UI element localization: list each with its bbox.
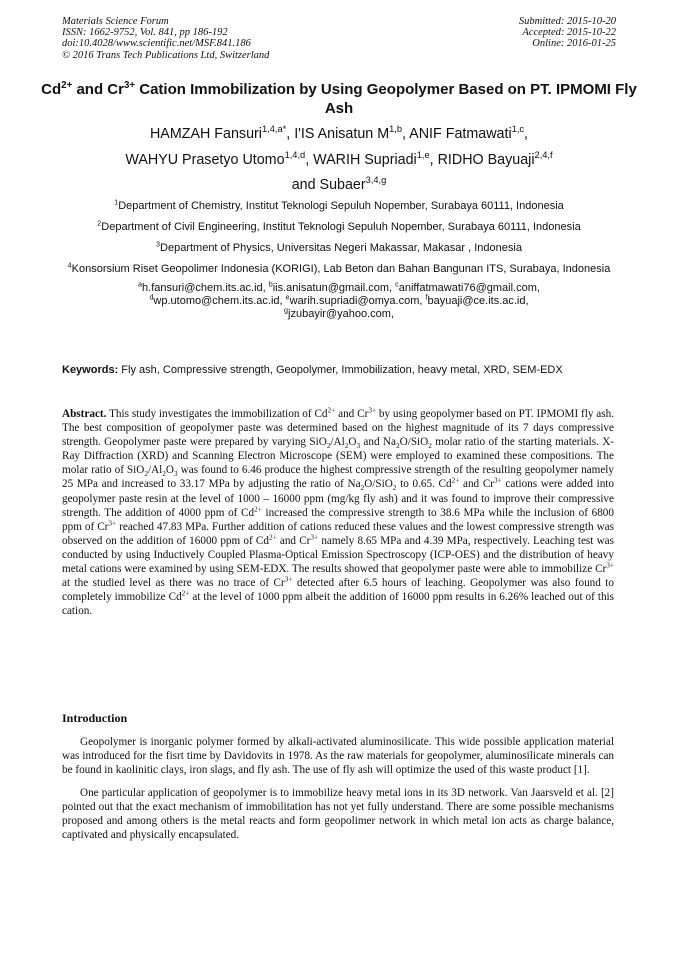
affiliation: $^1$Department of Chemistry, Institut Teknologi Sepuluh Nopember, Surabaya 60111, Indonesia xyxy=(114,198,564,212)
affiliation: $^3$Department of Physics, Universitas Negeri Makassar, Makasar , Indonesia xyxy=(156,240,522,254)
doi-line: doi:10.4028/www.scientific.net/MSF.841.186 xyxy=(62,38,251,50)
email-address[interactable]: wp.utomo@chem.its.ac.id, xyxy=(153,295,286,307)
author-name: WARIH Supriadi xyxy=(313,151,417,168)
email-address[interactable]: aniffatmawati76@gmail.com, xyxy=(398,282,540,294)
email-address[interactable]: iis.anisatun@gmail.com, xyxy=(272,282,396,294)
accepted-date: Accepted: 2015-10-22 xyxy=(522,27,616,39)
author-name: RIDHO Bayuaji xyxy=(437,151,535,168)
author-name: I'IS Anisatun M xyxy=(294,126,390,142)
section-heading-introduction: Introduction xyxy=(62,711,128,725)
affiliations xyxy=(40,200,638,321)
submission-dates xyxy=(519,16,616,50)
paragraph: Geopolymer is inorganic polymer formed by alkali-activated aluminosilicate. This wide possible application material was introduced for the fisrt time by Davidovits in 1978. As the raw materials for geopolymer, aluminosilicate minerals can be found in kaolinitic clays, iron slags, and fly ash. The use of fly ash will optimize the used of this waste product [1]. xyxy=(62,736,614,777)
email-address[interactable]: bayuaji@ce.its.ac.id, xyxy=(427,295,529,307)
email-address[interactable]: jzubayir@yahoo.com, xyxy=(288,308,394,320)
keywords-text: Fly ash, Compressive strength, Geopolymer, Immobilization, heavy metal, XRD, SEM-EDX xyxy=(118,364,563,376)
email-list: $^a$h.fansuri@chem.its.ac.id, $^b$iis.anisatun@gmail.com, $^c$aniffatmawati76@gmail.com, $^d$wp.utomo@chem.its.ac.id, $^e$warih.supriadi@omya.com, $^f$bayuaji@ce.its.ac.id, $^g$jzubayir@yahoo.com, xyxy=(138,280,540,320)
email-address[interactable]: warih.supriadi@omya.com, xyxy=(289,295,426,307)
author-name: ANIF Fatmawati xyxy=(409,126,512,142)
abstract: Abstract. This study investigates the immobilization of $Cd^{2+}$ and $Cr^{3+}$ by using geopolymer based on PT. IPMOMI fly ash. The best composition of geopolymer paste was determined based on the highest magnitude of its 7 days compressive strength. Geopolymer paste were prepared by varying $SiO_2/Al_2O_3$ and $Na_2O/SiO_2$ molar ratio of the starting materials. X-Ray Diffraction (XRD) and Scanning Electron Microscope (SEM) were employed to examined these compositions. The molar ratio of $SiO_2/Al_2O_3$ was found to 6.46 produce the highest compressive strength of the resulting geopolymer namely 25 MPa and increased to 33.17 MPa by adjusting the ratio of $Na_2O/SiO_2$ to 0.65. $Cd^{2+}$ and $Cr^{3+}$ cations were added into geopolymer paste resin at the level of 1000 – 16000 ppm (mg/kg fly ash) and it was found to improve their compressive strength. The addition of 4000 ppm of $Cd^{2+}$ increased the compressive strength to 38.6 MPa while the inclusion of 6800 ppm of $Cr^{3+}$ reached 47.83 MPa. Further addition of cations reduced these values and the lowest compressive strength was observed on the addition of 16000 ppm of $Cd^{2+}$ and $Cr^{3+}$ namely 8.65 MPa and 4.39 MPa, respectively. Leaching test was conducted by using Inductively Coupled Plasma-Optical Emission Spectroscopy (ICP-OES) and the distribution of heavy metal cations were examined by using SEM-EDX. The results showed that geopolymer paste were able to immobilize $Cr^{3+}$ at the studied level as there was no trace of $Cr^{3+}$ detected after 6.5 hours of leaching. Geopolymer was also found to completely immobilize $Cd^{2+}$ at the level of 1000 ppm albeit the addition of 16000 ppm results in 6.26% leached out of this cation. xyxy=(62,406,615,618)
affiliation: $^2$Department of Civil Engineering, Institut Teknologi Sepuluh Nopember, Surabaya 60111, Indonesia xyxy=(97,219,581,233)
author-name: WAHYU Prasetyo Utomo xyxy=(125,151,285,168)
affiliation: $^4$Konsorsium Riset Geopolimer Indonesia (KORIGI), Lab Beton dan Bahan Bangunan ITS, Surabaya, Indonesia xyxy=(67,261,611,275)
submitted-date: Submitted: 2015-10-20 xyxy=(518,16,616,27)
author-name: HAMZAH Fansuri xyxy=(149,126,262,142)
paragraph: One particular application of geopolymer is to immobilize heavy metal ions in its 3D network. Van Jaarsveld et al. [2] pointed out that the exact mechanism of immobilitation has not yet fully understand. There are some possible mechanisms proposed and among others is the metal reacts and form geopolimer network in which metal ion acts as charge balance, captivated and physically encapsulated. xyxy=(62,786,614,842)
introduction-body xyxy=(62,735,614,850)
journal-info xyxy=(62,16,269,61)
journal-name: Materials Science Forum xyxy=(62,16,169,27)
paper-title: $Cd^{2+}$ and $Cr^{3+}$ Cation Immobilization by Using Geopolymer Based on PT. IPMOMI Fly Ash xyxy=(41,80,637,117)
email-address[interactable]: h.fansuri@chem.its.ac.id, xyxy=(142,282,269,294)
copyright-line: © 2016 Trans Tech Publications Ltd, Switzerland xyxy=(62,49,270,61)
author-name: and Subaer xyxy=(291,177,366,193)
issn-line: ISSN: 1662-9752, Vol. 841, pp 186-192 xyxy=(62,27,228,39)
author-list: HAMZAH Fansuri$^{1,4,a*}$, I'IS Anisatun M$^{1,b}$, ANIF Fatmawati$^{1,c}$, WAHYU Prasetyo Utomo$^{1,4,d}$, WARIH Supriadi$^{1,e}$, RIDHO Bayuaji$^{2,4,f}$ and Subaer$^{3,4,g}$ xyxy=(125,124,553,193)
abstract-label: Abstract. xyxy=(62,408,107,420)
keywords-label: Keywords: xyxy=(62,364,119,376)
keywords xyxy=(62,363,614,377)
online-date: Online: 2016-01-25 xyxy=(532,38,616,50)
